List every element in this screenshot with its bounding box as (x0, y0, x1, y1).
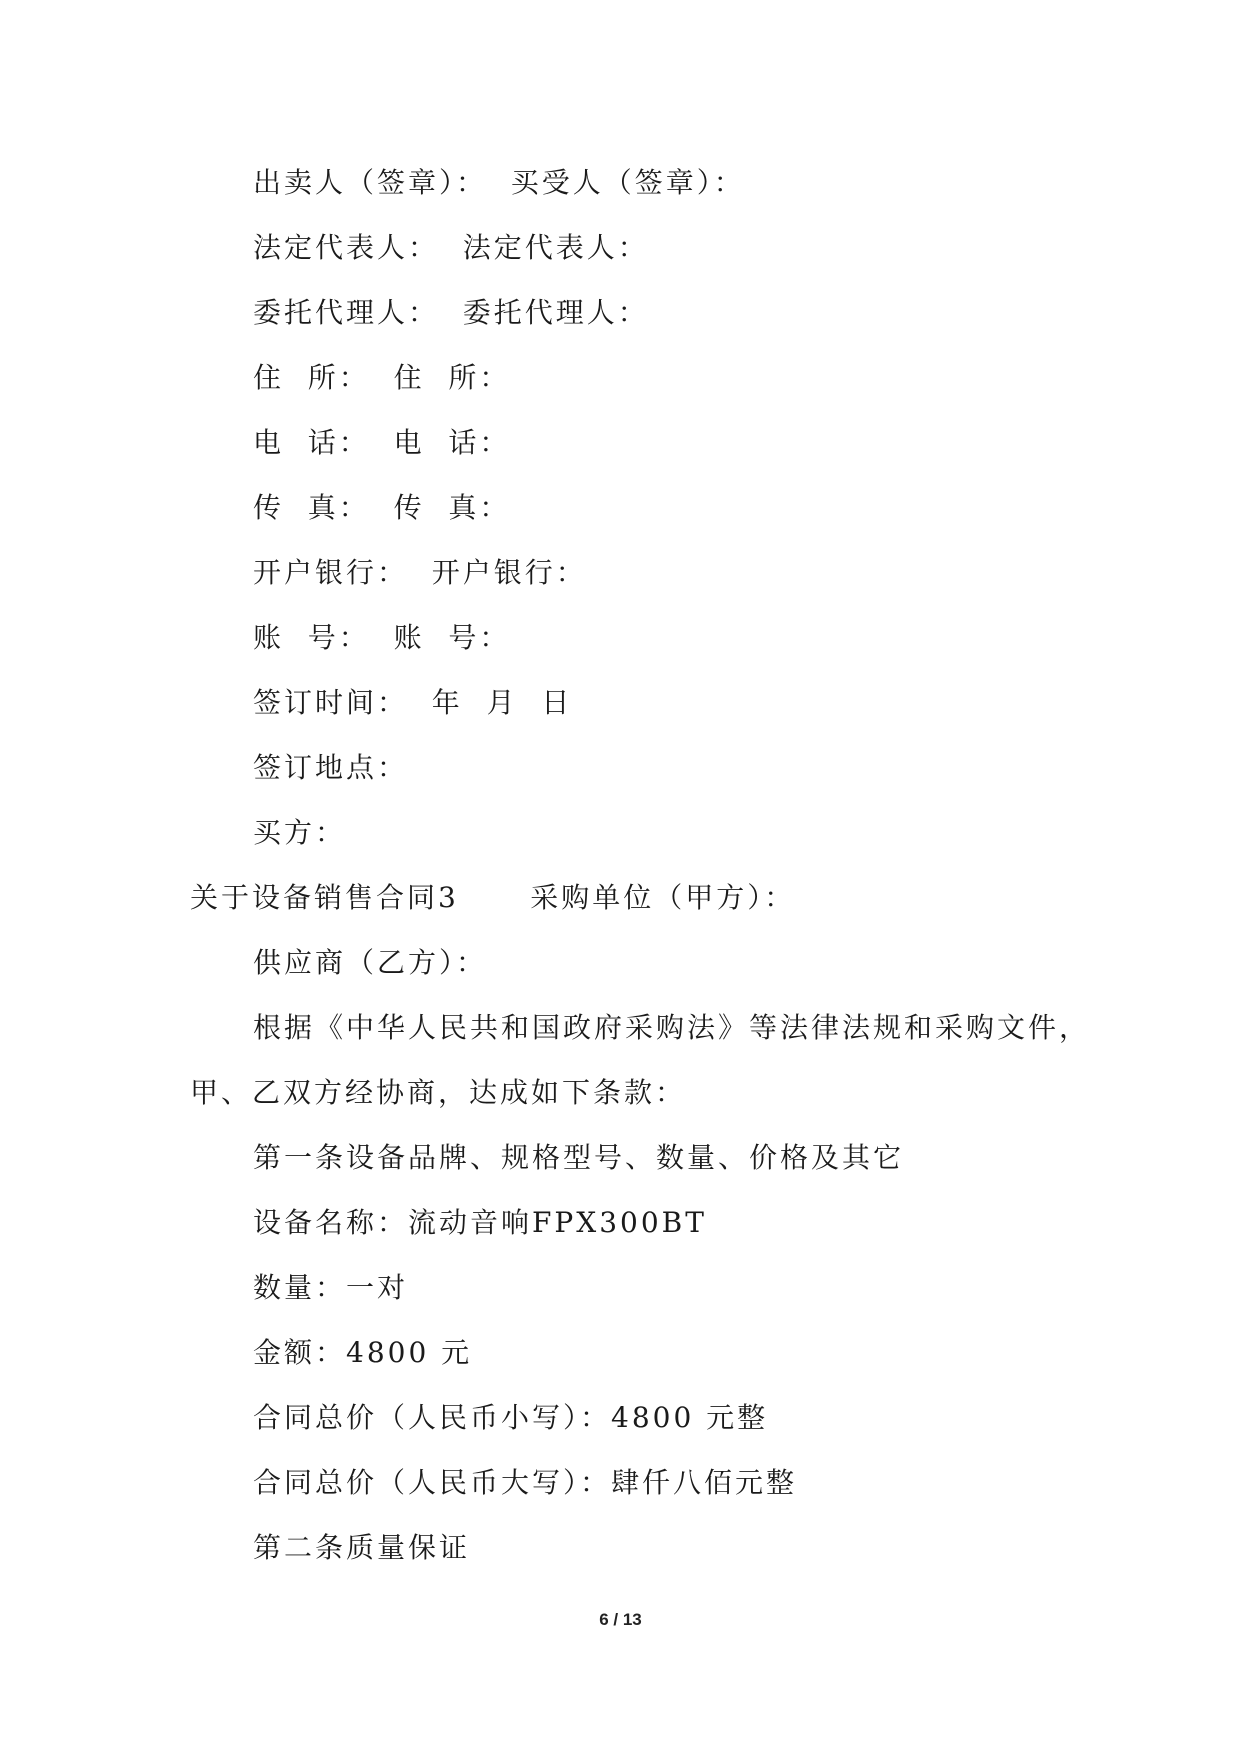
article-one-heading: 第一条设备品牌、规格型号、数量、价格及其它 (253, 1141, 905, 1174)
phone-line: 电 话： 电 话： (253, 426, 511, 459)
basis-paragraph-line-2: 甲、乙双方经协商，达成如下条款： (190, 1076, 687, 1109)
authorized-agent-line: 委托代理人： 委托代理人： (253, 296, 649, 329)
legal-representative-line: 法定代表人： 法定代表人： (253, 231, 649, 264)
contract-heading-line: 关于设备销售合同3 采购单位（甲方）： (190, 881, 796, 914)
amount-line: 金额：4800 元 (253, 1336, 473, 1369)
account-line: 账 号： 账 号： (253, 621, 511, 654)
equipment-name-line: 设备名称：流动音响FPX300BT (253, 1206, 707, 1239)
signing-place-line: 签订地点： (253, 751, 409, 784)
fax-line: 传 真： 传 真： (253, 491, 511, 524)
signature-line: 出卖人（签章）： 买受人（签章）： (253, 166, 745, 199)
basis-paragraph-line-1: 根据《中华人民共和国政府采购法》等法律法规和采购文件， (253, 1011, 1091, 1044)
signing-date-line: 签订时间： 年 月 日 (253, 686, 573, 719)
supplier-line: 供应商（乙方）： (253, 946, 488, 979)
article-two-heading: 第二条质量保证 (253, 1531, 471, 1564)
buyer-line: 买方： (253, 816, 347, 849)
bank-line: 开户银行： 开户银行： (253, 556, 587, 589)
total-price-words-line: 合同总价（人民币大写）：肆仟八佰元整 (253, 1466, 798, 1499)
quantity-line: 数量：一对 (253, 1271, 409, 1304)
address-line: 住 所： 住 所： (253, 361, 511, 394)
page-number: 6 / 13 (599, 1610, 642, 1629)
total-price-numeric-line: 合同总价（人民币小写）：4800 元整 (253, 1401, 769, 1434)
